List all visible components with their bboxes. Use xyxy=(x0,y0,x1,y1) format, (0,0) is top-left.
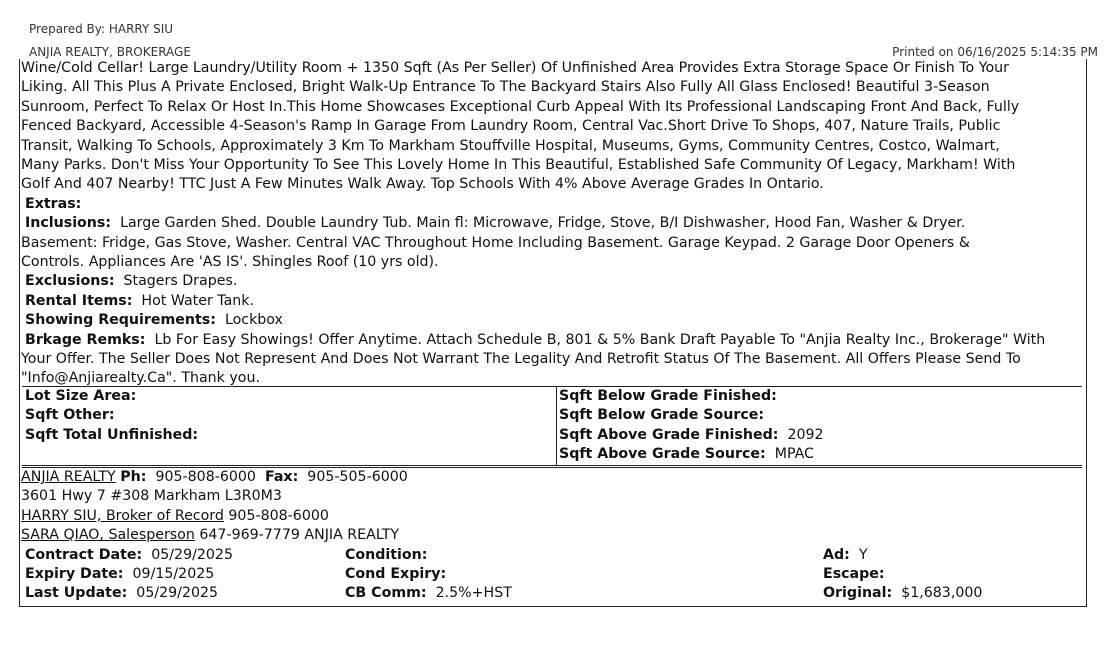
broker-address: 3601 Hwy 7 #308 Markham L3R0M3 xyxy=(21,488,282,505)
agent-row xyxy=(21,507,1083,526)
field-value: $1,683,000 xyxy=(901,585,983,602)
contract-field xyxy=(345,584,512,603)
sqft-row xyxy=(25,426,198,445)
field-label: Cond Expiry: xyxy=(345,566,447,582)
sqft-row xyxy=(559,426,824,445)
remarks-line: Sunroom, Perfect To Relax Or Host In.This Home Showcases Exceptional Curb Appeal With Its Professional Landscaping Front And Back, Fully xyxy=(21,98,1020,115)
rental-items-row xyxy=(25,292,1087,311)
fax-label: Fax: xyxy=(265,469,299,485)
sqft-label: Sqft Above Grade Finished: xyxy=(559,426,779,443)
remarks-line: Fenced Backyard, Accessible 4-Season's Ramp In Garage From Laundry Room, Central Vac.Short Drive To Shops, 407, Nature Trails, Public xyxy=(21,118,1001,135)
field-label: CB Comm: xyxy=(345,585,427,602)
field-label: Ad: xyxy=(823,546,850,563)
listing-detail-frame xyxy=(19,59,1087,607)
broker-phone: 905-808-6000 xyxy=(155,469,256,485)
contract-field xyxy=(25,565,214,584)
inclusions-text: Large Garden Shed. Double Laundry Tub. Main fl: Microwave, Fridge, Stove, B/I Dishwasher, Hood Fan, Washer & Dryer. xyxy=(120,215,966,232)
showing-requirements-label: Showing Requirements: xyxy=(25,312,216,329)
showing-requirements-value: Lockbox xyxy=(224,312,283,329)
brokerage-remarks-label: Brkage Remks: xyxy=(25,331,146,348)
exclusions-row xyxy=(25,272,1087,291)
agent-link[interactable]: SARA QIAO, Salesperson xyxy=(21,527,195,544)
brokerage-remarks-line: "Info@Anjiarealty.Ca". Thank you. xyxy=(21,370,260,387)
field-value: 05/29/2025 xyxy=(151,546,233,563)
field-value: Y xyxy=(858,546,868,563)
sqft-row xyxy=(559,387,777,406)
inclusions-row xyxy=(25,214,1087,233)
brokerage-remarks-line: Your Offer. The Seller Does Not Represent And Does Not Warrant The Legality And Retrofit Status Of The Basement. All Offers Please Send To xyxy=(21,351,1021,367)
field-label: Original: xyxy=(823,585,893,602)
field-label: Last Update: xyxy=(25,585,128,602)
remarks-line: Liking. All This Plus A Private Enclosed, Bright Walk-Up Entrance To The Backyard Stairs Also Fully All Glass Enclosed! Beautiful 3-Season xyxy=(21,79,990,96)
sqft-row xyxy=(25,406,115,425)
remarks-line: Transit, Walking To Schools, Approximately 3 Km To Markham Stouffville Hospital, Museums, Gyms, Community Centres, Costco, Walmart, xyxy=(21,137,1000,154)
extras-label: Extras: xyxy=(25,195,82,212)
field-label: Expiry Date: xyxy=(25,566,124,582)
sqft-row xyxy=(25,387,136,406)
inclusions-line: Controls. Appliances Are 'AS IS'. Shingles Roof (10 yrs old). xyxy=(21,254,439,270)
broker-name-link[interactable]: ANJIA REALTY xyxy=(21,469,116,485)
field-value: 05/29/2025 xyxy=(136,585,219,602)
exclusions-value: Stagers Drapes. xyxy=(123,273,238,290)
agent-phone: 905-808-6000 xyxy=(228,507,329,524)
contract-field xyxy=(25,584,218,603)
field-value: 2.5%+HST xyxy=(435,585,512,602)
inclusions-line: Basement: Fridge, Gas Stove, Washer. Central VAC Throughout Home Including Basement. Garage Keypad. 2 Garage Door Openers & xyxy=(21,234,970,251)
sqft-row xyxy=(559,445,814,464)
sqft-table xyxy=(22,386,1082,468)
showing-requirements-row xyxy=(25,311,1087,330)
field-label: Contract Date: xyxy=(25,546,143,563)
contract-field xyxy=(25,546,233,565)
field-value: 09/15/2025 xyxy=(132,566,215,582)
prepared-by: Prepared By: HARRY SIU xyxy=(29,22,174,36)
remarks-line: Wine/Cold Cellar! Large Laundry/Utility Room + 1350 Sqft (As Per Seller) Of Unfinished Area Provides Extra Storage Space Or Finish To Your xyxy=(21,60,1009,76)
broker-fax: 905-505-6000 xyxy=(307,469,408,485)
rental-items-label: Rental Items: xyxy=(25,292,133,309)
contract-field xyxy=(345,546,427,565)
printed-timestamp: Printed on 06/16/2025 5:14:35 PM xyxy=(892,45,1098,59)
sqft-label: Sqft Other: xyxy=(25,407,115,424)
contract-field xyxy=(823,565,885,584)
agent-row xyxy=(21,526,1083,545)
sqft-label: Sqft Total Unfinished: xyxy=(25,426,199,443)
brokerage-name: ANJIA REALTY, BROKERAGE xyxy=(29,45,191,59)
sqft-row xyxy=(559,406,764,425)
inclusions-label: Inclusions: xyxy=(25,215,112,232)
field-label: Escape: xyxy=(823,566,885,582)
brokerage-remarks-row xyxy=(25,331,1087,350)
sqft-label: Sqft Above Grade Source: xyxy=(559,446,766,463)
extras-row xyxy=(25,195,1087,214)
sqft-label: Sqft Below Grade Finished: xyxy=(559,388,777,404)
contract-field xyxy=(345,565,446,584)
phone-label: Ph: xyxy=(120,469,147,485)
contract-field xyxy=(823,546,868,565)
sqft-divider xyxy=(556,387,557,465)
brokerage-remarks-text: Lb For Easy Showings! Offer Anytime. Attach Schedule B, 801 & 5% Bank Draft Payable To "Anjia Realty Inc., Brokerage" With xyxy=(154,331,1046,348)
sqft-value: MPAC xyxy=(774,446,814,463)
remarks-line: Many Parks. Don't Miss Your Opportunity To See This Lovely Home In This Beautiful, Established Safe Community Of Legacy, Markham! With xyxy=(21,157,1016,173)
broker-contact-row xyxy=(21,468,1083,487)
field-label: Condition: xyxy=(345,546,428,563)
exclusions-label: Exclusions: xyxy=(25,273,115,290)
agent-phone: 647-969-7779 ANJIA REALTY xyxy=(199,527,400,544)
sqft-label: Sqft Below Grade Source: xyxy=(559,407,765,424)
sqft-label: Lot Size Area: xyxy=(25,388,137,404)
remarks-line: Golf And 407 Nearby! TTC Just A Few Minutes Walk Away. Top Schools With 4% Above Average Grades In Ontario. xyxy=(21,176,824,193)
rental-items-value: Hot Water Tank. xyxy=(141,292,255,309)
agent-link[interactable]: HARRY SIU, Broker of Record xyxy=(21,507,224,524)
contract-field xyxy=(823,584,982,603)
sqft-value: 2092 xyxy=(787,426,824,443)
